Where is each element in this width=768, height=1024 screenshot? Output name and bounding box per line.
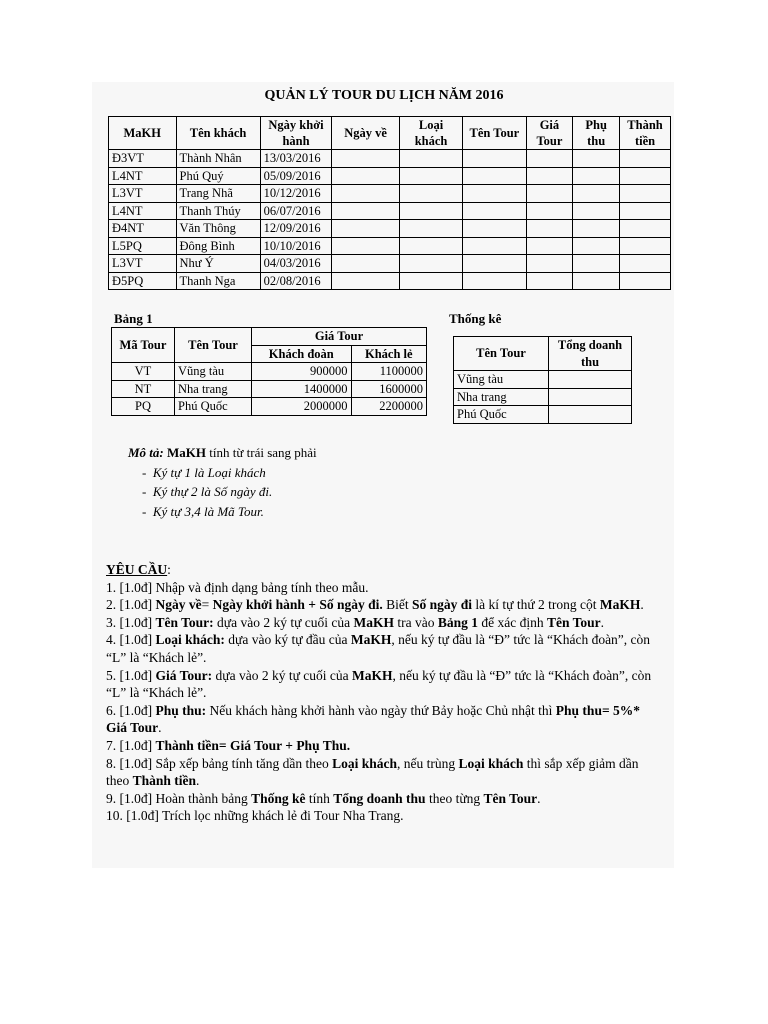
bang1-header-le: Khách lẻ xyxy=(351,345,426,363)
table-cell: 10/10/2016 xyxy=(260,237,332,255)
req-6: 6. [1.0đ] Phụ thu: Nếu khách hàng khởi hành vào ngày thứ Bảy hoặc Chủ nhật thì Phụ thu= 5%* Giá Tour. xyxy=(106,702,641,736)
mota-text: tính từ trái sang phải xyxy=(206,445,317,460)
table-row xyxy=(109,150,671,168)
table-cell xyxy=(463,185,526,203)
table-cell xyxy=(620,150,671,168)
table-cell xyxy=(526,237,573,255)
bang1-cell: 1100000 xyxy=(351,363,426,381)
table-row xyxy=(109,167,671,185)
header-gia-tour: Giá Tour xyxy=(526,117,573,150)
table-cell xyxy=(399,150,462,168)
bang1-cell: 2200000 xyxy=(351,398,426,416)
thongke-label: Thống kê xyxy=(449,311,502,326)
table-cell: Thanh Nga xyxy=(176,272,260,290)
mota-line xyxy=(128,443,317,463)
table-cell: L4NT xyxy=(109,202,177,220)
table-cell xyxy=(526,202,573,220)
table-cell xyxy=(573,237,620,255)
req-1: 1. [1.0đ] Nhập và định dạng bảng tính theo mẫu. xyxy=(106,579,369,595)
table-cell: 04/03/2016 xyxy=(260,255,332,273)
mota-field: MaKH xyxy=(167,445,206,460)
table-row xyxy=(109,185,671,203)
bang1-header-doan: Khách đoàn xyxy=(252,345,352,363)
table-cell xyxy=(332,220,400,238)
table-cell xyxy=(332,255,400,273)
table-cell: Đ5PQ xyxy=(109,272,177,290)
bang1-label: Bảng 1 xyxy=(114,311,153,326)
header-ten-tour: Tên Tour xyxy=(463,117,526,150)
bang1-row xyxy=(112,398,427,416)
table-cell xyxy=(399,237,462,255)
bang1-header-ma: Mã Tour xyxy=(112,328,175,363)
table-cell xyxy=(399,202,462,220)
thongke-body xyxy=(454,371,632,424)
tour-table xyxy=(108,116,671,290)
table-cell xyxy=(620,202,671,220)
table-cell xyxy=(332,150,400,168)
bang1-header-gia: Giá Tour xyxy=(252,328,427,346)
bang1-row xyxy=(112,380,427,398)
table-cell xyxy=(573,220,620,238)
table-cell xyxy=(526,272,573,290)
table-row xyxy=(109,255,671,273)
bang1-cell: VT xyxy=(112,363,175,381)
bang1-cell: Vũng tàu xyxy=(175,363,252,381)
bang1-cell: Phú Quốc xyxy=(175,398,252,416)
table-cell xyxy=(620,220,671,238)
thongke-value-cell xyxy=(549,371,632,389)
thongke-tour-cell: Phú Quốc xyxy=(454,406,549,424)
table-cell xyxy=(399,272,462,290)
thongke-table xyxy=(453,336,632,424)
table-cell xyxy=(526,167,573,185)
table-cell xyxy=(620,167,671,185)
table-cell xyxy=(463,150,526,168)
table-cell xyxy=(332,237,400,255)
mota-item: - Ký thự 2 là Số ngày đi. xyxy=(142,484,273,499)
table-row xyxy=(109,202,671,220)
table-cell: 10/12/2016 xyxy=(260,185,332,203)
req-8: 8. [1.0đ] Sắp xếp bảng tính tăng dần theo Loại khách, nếu trùng Loại khách thì sắp xếp giảm dần theo Thành tiền. xyxy=(106,755,639,789)
table-cell: L5PQ xyxy=(109,237,177,255)
tour-table-body xyxy=(109,150,671,290)
bang1-cell: 1400000 xyxy=(252,380,352,398)
header-ngay-ve: Ngày về xyxy=(332,117,400,150)
table-cell xyxy=(526,185,573,203)
table-cell: 12/09/2016 xyxy=(260,220,332,238)
table-cell xyxy=(573,272,620,290)
req-5: 5. [1.0đ] Giá Tour: dựa vào 2 ký tự cuối của MaKH, nếu ký tự đầu là “Đ” tức là “Khách đoàn”, còn “L” là “Khách lẻ”. xyxy=(106,667,652,701)
bang1-cell: 2000000 xyxy=(252,398,352,416)
table-cell: Văn Thông xyxy=(176,220,260,238)
bang1-table xyxy=(111,327,427,416)
table-cell: 05/09/2016 xyxy=(260,167,332,185)
table-cell xyxy=(526,220,573,238)
requirements xyxy=(106,561,660,825)
header-phu-thu: Phụ thu xyxy=(573,117,620,150)
table-cell xyxy=(620,237,671,255)
table-cell xyxy=(399,167,462,185)
table-cell: Trang Nhã xyxy=(176,185,260,203)
table-cell xyxy=(573,255,620,273)
table-row xyxy=(109,220,671,238)
table-cell: Như Ý xyxy=(176,255,260,273)
table-row xyxy=(109,237,671,255)
req-7: 7. [1.0đ] Thành tiền= Giá Tour + Phụ Thu. xyxy=(106,737,351,753)
thongke-row xyxy=(454,371,632,389)
table-row xyxy=(109,272,671,290)
bang1-cell: 1600000 xyxy=(351,380,426,398)
requirements-heading: YÊU CẦU: xyxy=(106,562,171,577)
thongke-value-cell xyxy=(549,388,632,406)
table-cell xyxy=(620,185,671,203)
bang1-body xyxy=(112,363,427,416)
req-4: 4. [1.0đ] Loại khách: dựa vào ký tự đầu của MaKH, nếu ký tự đầu là “Đ” tức là “Khách đoàn”, còn “L” là “Khách lẻ”. xyxy=(106,632,651,665)
req-10: 10. [1.0đ] Trích lọc những khách lẻ đi Tour Nha Trang. xyxy=(106,808,404,824)
table-cell xyxy=(526,255,573,273)
thongke-value-cell xyxy=(549,406,632,424)
header-makh: MaKH xyxy=(109,117,177,150)
table-cell xyxy=(399,185,462,203)
tour-table-header xyxy=(109,117,671,150)
table-cell: L3VT xyxy=(109,185,177,203)
table-cell xyxy=(399,220,462,238)
table-cell: L3VT xyxy=(109,255,177,273)
header-ngay-khoi-hanh: Ngày khởi hành xyxy=(260,117,332,150)
bang1-cell: Nha trang xyxy=(175,380,252,398)
thongke-row xyxy=(454,388,632,406)
table-cell xyxy=(620,255,671,273)
table-cell xyxy=(526,150,573,168)
req-9: 9. [1.0đ] Hoàn thành bảng Thống kê tính Tổng doanh thu theo từng Tên Tour. xyxy=(106,790,541,806)
table-cell xyxy=(463,220,526,238)
table-cell xyxy=(463,167,526,185)
bang1-cell: PQ xyxy=(112,398,175,416)
table-cell: Thành Nhân xyxy=(176,150,260,168)
table-cell xyxy=(463,272,526,290)
thongke-header-doanh-thu: Tổng doanh thu xyxy=(549,337,632,371)
table-cell: Đông Bình xyxy=(176,237,260,255)
mota-item: - Ký tự 3,4 là Mã Tour. xyxy=(142,503,264,519)
table-cell: L4NT xyxy=(109,167,177,185)
table-cell: 02/08/2016 xyxy=(260,272,332,290)
table-cell: 13/03/2016 xyxy=(260,150,332,168)
thongke-tour-cell: Nha trang xyxy=(454,388,549,406)
mota-label: Mô tả: xyxy=(128,445,164,460)
table-cell xyxy=(620,272,671,290)
table-cell xyxy=(463,202,526,220)
table-cell xyxy=(573,150,620,168)
thongke-row xyxy=(454,406,632,424)
table-cell xyxy=(332,202,400,220)
table-cell xyxy=(573,167,620,185)
mota-item: - Ký tự 1 là Loại khách xyxy=(142,464,266,480)
table-cell xyxy=(332,272,400,290)
table-cell: Đ4NT xyxy=(109,220,177,238)
header-thanh-tien: Thành tiền xyxy=(620,117,671,150)
table-cell xyxy=(463,255,526,273)
req-3: 3. [1.0đ] Tên Tour: dựa vào 2 ký tự cuối của MaKH tra vào Bảng 1 để xác định Tên Tour. xyxy=(106,614,605,630)
table-cell xyxy=(332,167,400,185)
thongke-tour-cell: Vũng tàu xyxy=(454,371,549,389)
bang1-cell: NT xyxy=(112,380,175,398)
mota-block xyxy=(128,443,317,521)
bang1-cell: 900000 xyxy=(252,363,352,381)
table-cell xyxy=(332,185,400,203)
bang1-row xyxy=(112,363,427,381)
header-loai-khach: Loại khách xyxy=(399,117,462,150)
table-cell: 06/07/2016 xyxy=(260,202,332,220)
table-cell: Thanh Thúy xyxy=(176,202,260,220)
header-ten-khach: Tên khách xyxy=(176,117,260,150)
bang1-header-ten: Tên Tour xyxy=(175,328,252,363)
thongke-header-ten: Tên Tour xyxy=(454,337,549,371)
thongke-header-row xyxy=(454,337,632,371)
table-cell xyxy=(463,237,526,255)
page-title: QUẢN LÝ TOUR DU LỊCH NĂM 2016 xyxy=(264,88,504,103)
table-cell xyxy=(399,255,462,273)
table-cell xyxy=(573,185,620,203)
table-cell: Phú Quý xyxy=(176,167,260,185)
table-cell xyxy=(573,202,620,220)
table-cell: Đ3VT xyxy=(109,150,177,168)
req-2: 2. [1.0đ] Ngày về= Ngày khởi hành + Số ngày đi. Biết Số ngày đi là kí tự thứ 2 trong cột MaKH. xyxy=(106,597,644,613)
bang1-header-row xyxy=(112,328,427,346)
